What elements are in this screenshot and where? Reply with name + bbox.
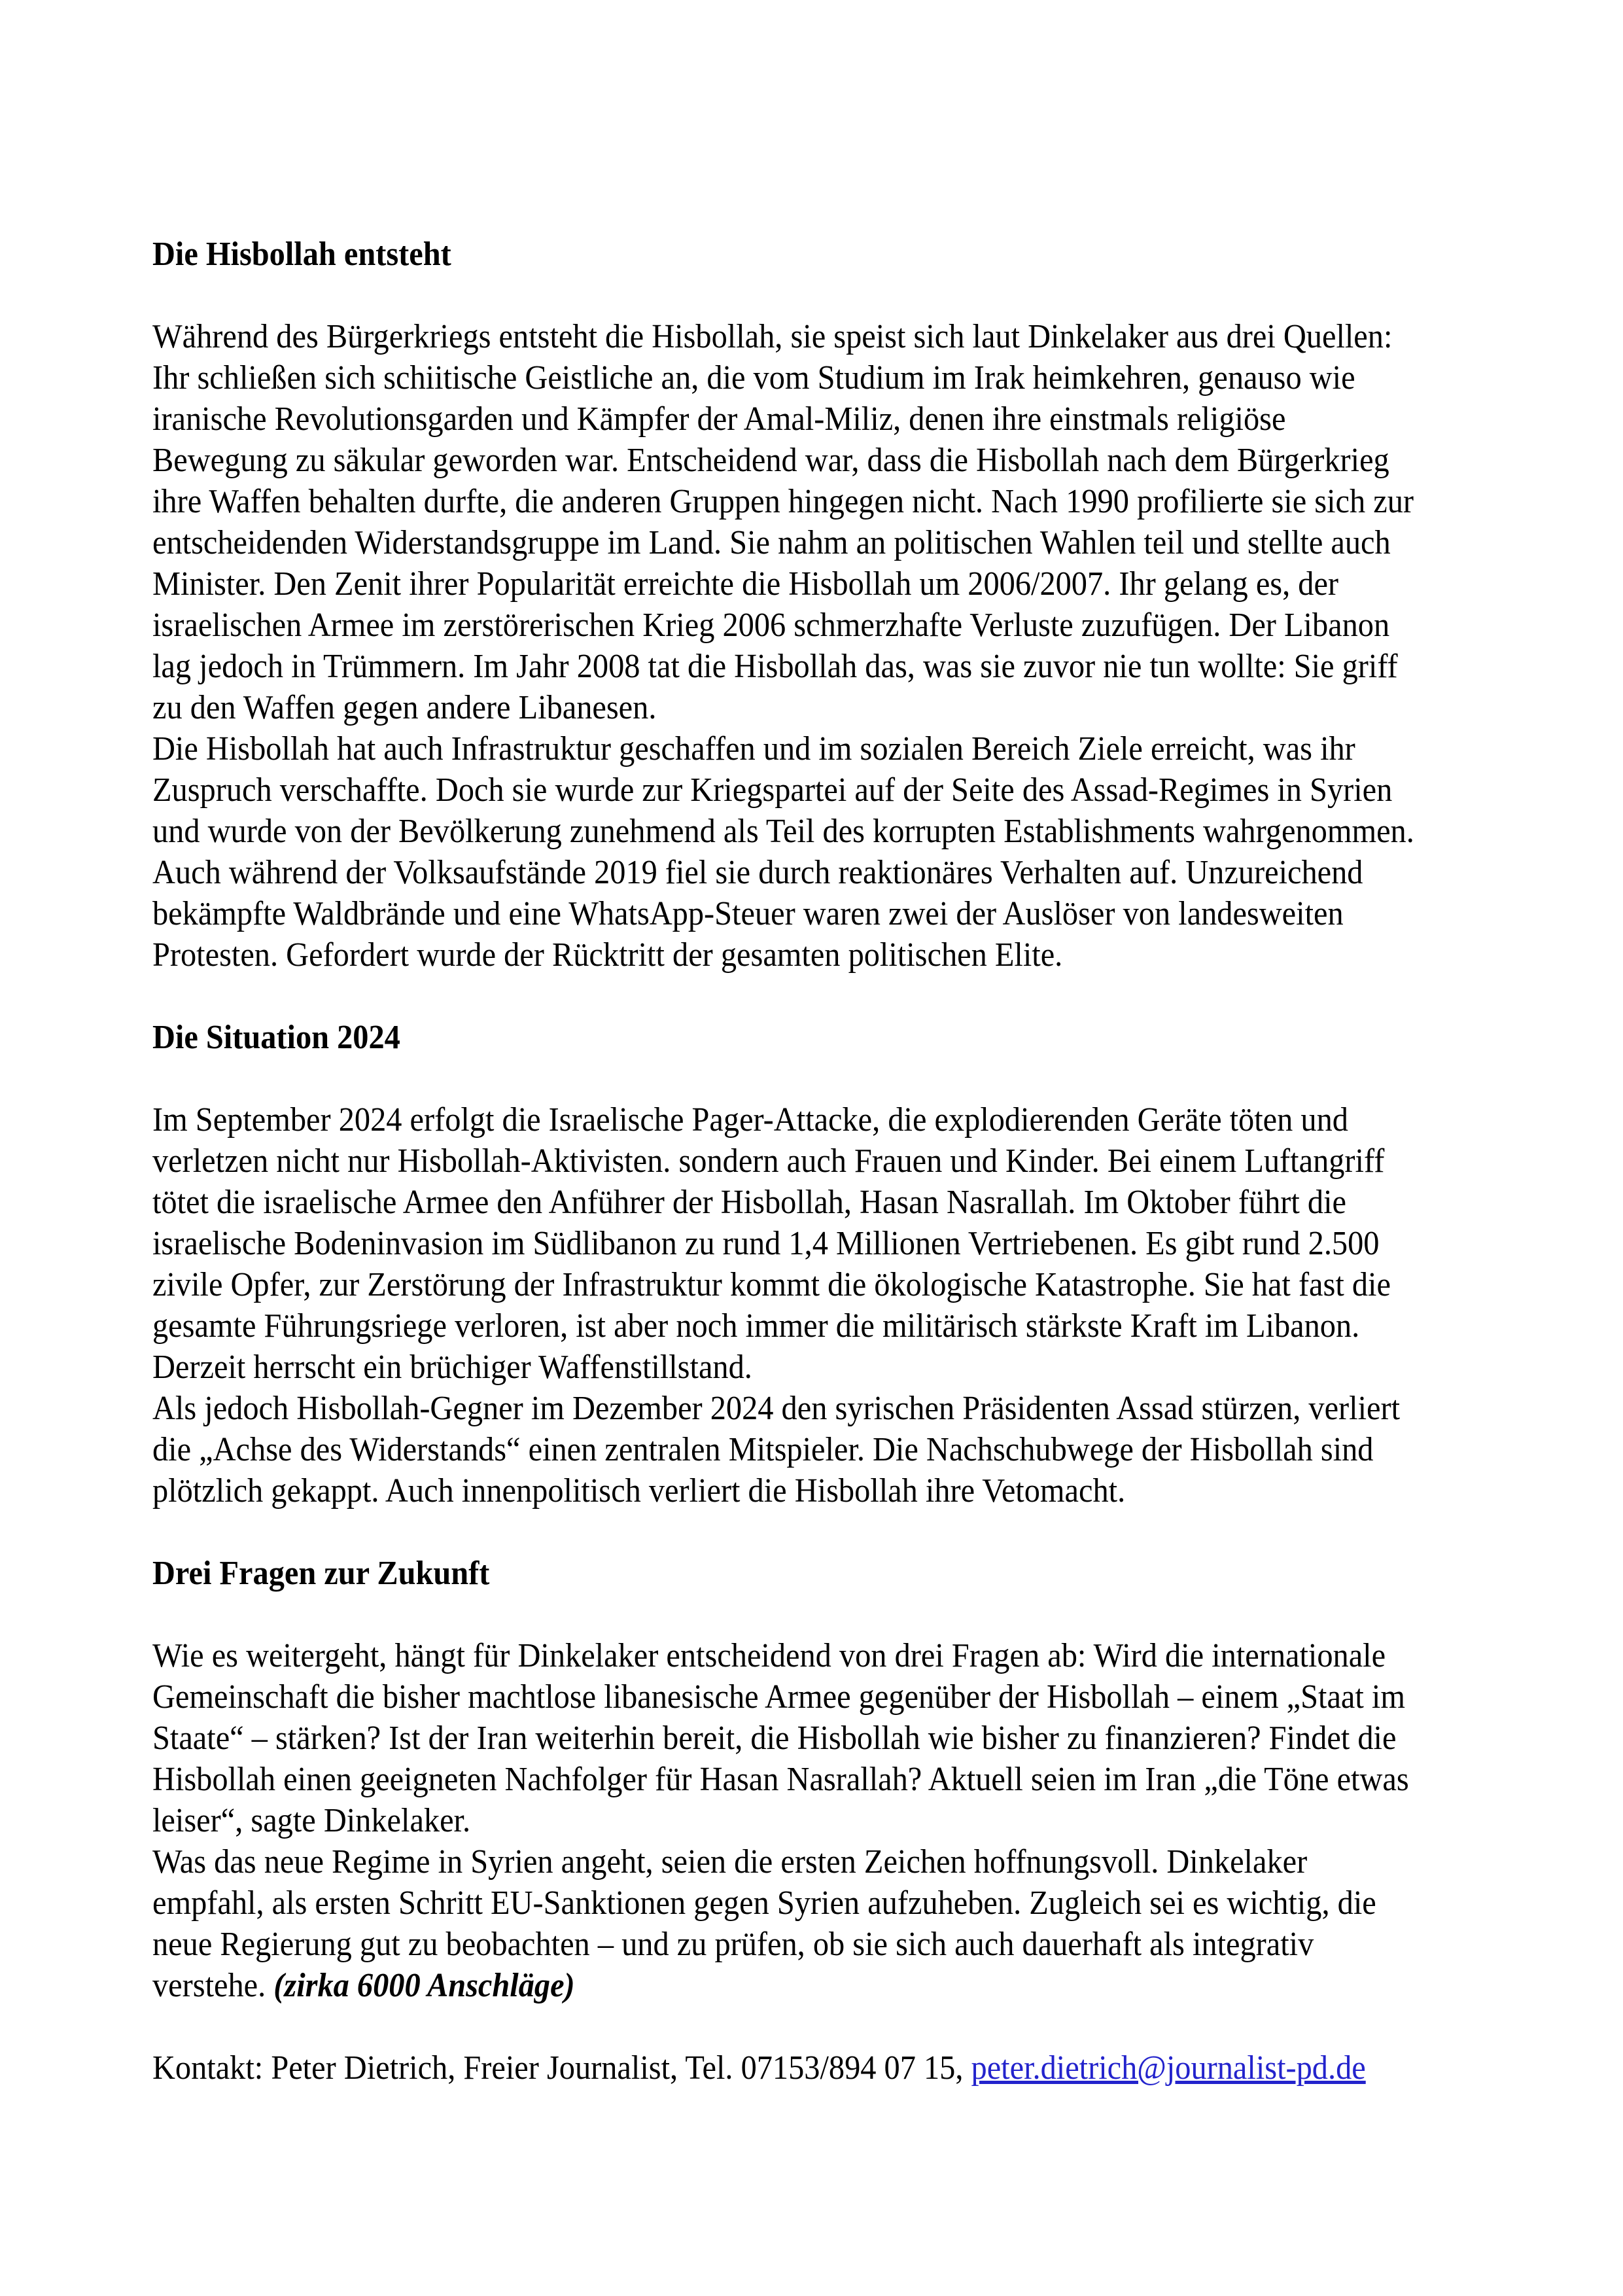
text-line: Hisbollah einen geeigneten Nachfolger für Hasan Nasrallah? Aktuell seien im Iran „die Töne etwas — [152, 1761, 1409, 1798]
text-line: Als jedoch Hisbollah-Gegner im Dezember 2024 den syrischen Präsidenten Assad stürzen, verliert — [152, 1390, 1401, 1427]
text-line: gesamte Führungsriege verloren, ist aber noch immer die militärisch stärkste Kraft im Libanon. — [152, 1307, 1360, 1345]
paragraph-infrastruktur — [152, 728, 1525, 976]
character-count-note: (zirka 6000 Anschläge) — [273, 1967, 575, 2004]
text-line: Während des Bürgerkriegs entsteht die Hisbollah, sie speist sich laut Dinkelaker aus drei Quellen: — [152, 318, 1393, 355]
spacer — [152, 1058, 1525, 1099]
text-line: Protesten. Gefordert wurde der Rücktritt der gesamten politischen Elite. — [152, 936, 1063, 974]
email-link[interactable]: peter.dietrich@journalist-pd.de — [971, 2049, 1366, 2087]
paragraph-assad-sturz — [152, 1388, 1525, 1511]
paragraph-syrien-ausblick — [152, 1841, 1525, 2006]
text-line: iranische Revolutionsgarden und Kämpfer der Amal-Miliz, denen ihre einstmals religiöse — [152, 400, 1286, 438]
text-line: die „Achse des Widerstands“ einen zentralen Mitspieler. Die Nachschubwege der Hisbollah sind — [152, 1431, 1374, 1468]
spacer — [152, 275, 1525, 316]
text-line: Ihr schließen sich schiitische Geistliche an, die vom Studium im Irak heimkehren, genauso wie — [152, 359, 1355, 397]
text-line: Im September 2024 erfolgt die Israelische Pager-Attacke, die explodierenden Geräte töten und — [152, 1101, 1348, 1139]
text-line: Minister. Den Zenit ihrer Popularität erreichte die Hisbollah um 2006/2007. Ihr gelang es, der — [152, 565, 1339, 603]
spacer — [152, 1511, 1525, 1553]
text-line: tötet die israelische Armee den Anführer der Hisbollah, Hasan Nasrallah. Im Oktober führt die — [152, 1184, 1347, 1221]
spacer — [152, 2006, 1525, 2047]
text-line: Bewegung zu säkular geworden war. Entscheidend war, dass die Hisbollah nach dem Bürgerkrieg — [152, 442, 1389, 479]
section-heading-drei-fragen: Drei Fragen zur Zukunft — [152, 1555, 490, 1592]
text-line: Derzeit herrscht ein brüchiger Waffenstillstand. — [152, 1349, 752, 1386]
spacer — [152, 976, 1525, 1017]
text-line: Staate“ – stärken? Ist der Iran weiterhin bereit, die Hisbollah wie bisher zu finanzieren? Findet die — [152, 1720, 1397, 1757]
text-line-with-note — [152, 1965, 1429, 2006]
section-heading-hisbollah-entsteht: Die Hisbollah entsteht — [152, 236, 451, 273]
contact-line — [152, 2047, 1429, 2089]
text-line: Zuspruch verschaffte. Doch sie wurde zur Kriegspartei auf der Seite des Assad-Regimes in Syrien — [152, 771, 1393, 809]
contact-text: Kontakt: Peter Dietrich, Freier Journalist, Tel. 07153/894 07 15, — [152, 2049, 971, 2087]
text-line: Auch während der Volksaufstände 2019 fiel sie durch reaktionäres Verhalten auf. Unzureichend — [152, 854, 1363, 891]
text-line: leiser“, sagte Dinkelaker. — [152, 1802, 471, 1839]
text-line: verletzen nicht nur Hisbollah-Aktivisten. sondern auch Frauen und Kinder. Bei einem Luftangriff — [152, 1142, 1385, 1180]
text-line: Was das neue Regime in Syrien angeht, seien die ersten Zeichen hoffnungsvoll. Dinkelaker — [152, 1843, 1308, 1881]
text-segment: verstehe. — [152, 1967, 274, 2004]
spacer — [152, 1594, 1525, 1635]
paragraph-september-2024 — [152, 1099, 1525, 1388]
text-line: Wie es weitergeht, hängt für Dinkelaker entscheidend von drei Fragen ab: Wird die internationale — [152, 1637, 1386, 1674]
text-line: entscheidenden Widerstandsgruppe im Land. Sie nahm an politischen Wahlen teil und stellte auch — [152, 524, 1391, 561]
paragraph-drei-fragen — [152, 1635, 1525, 1841]
section-heading-situation-2024: Die Situation 2024 — [152, 1019, 400, 1056]
text-line: zu den Waffen gegen andere Libanesen. — [152, 689, 657, 726]
text-line: ihre Waffen behalten durfte, die anderen Gruppen hingegen nicht. Nach 1990 profilierte sie sich zur — [152, 483, 1414, 520]
text-line: empfahl, als ersten Schritt EU-Sanktionen gegen Syrien aufzuheben. Zugleich sei es wichtig, die — [152, 1884, 1376, 1922]
text-line: lag jedoch in Trümmern. Im Jahr 2008 tat die Hisbollah das, was sie zuvor nie tun wollte: Sie griff — [152, 648, 1398, 685]
text-line: neue Regierung gut zu beobachten – und zu prüfen, ob sie sich auch dauerhaft als integrativ — [152, 1926, 1314, 1963]
text-line: Gemeinschaft die bisher machtlose libanesische Armee gegenüber der Hisbollah – einem „Staat im — [152, 1678, 1405, 1716]
text-line: Die Hisbollah hat auch Infrastruktur geschaffen und im sozialen Bereich Ziele erreicht, was ihr — [152, 730, 1355, 768]
text-line: bekämpfte Waldbrände und eine WhatsApp-Steuer waren zwei der Auslöser von landesweiten — [152, 895, 1344, 932]
text-line: israelische Bodeninvasion im Südlibanon zu rund 1,4 Millionen Vertriebenen. Es gibt rund 2.500 — [152, 1225, 1380, 1262]
text-line: zivile Opfer, zur Zerstörung der Infrastruktur kommt die ökologische Katastrophe. Sie hat fast die — [152, 1266, 1391, 1303]
paragraph-entstehung — [152, 316, 1525, 728]
text-line: plötzlich gekappt. Auch innenpolitisch verliert die Hisbollah ihre Vetomacht. — [152, 1472, 1126, 1510]
text-line: und wurde von der Bevölkerung zunehmend als Teil des korrupten Establishments wahrgenommen. — [152, 813, 1414, 850]
text-line: israelischen Armee im zerstörerischen Krieg 2006 schmerzhafte Verluste zuzufügen. Der Libanon — [152, 607, 1390, 644]
